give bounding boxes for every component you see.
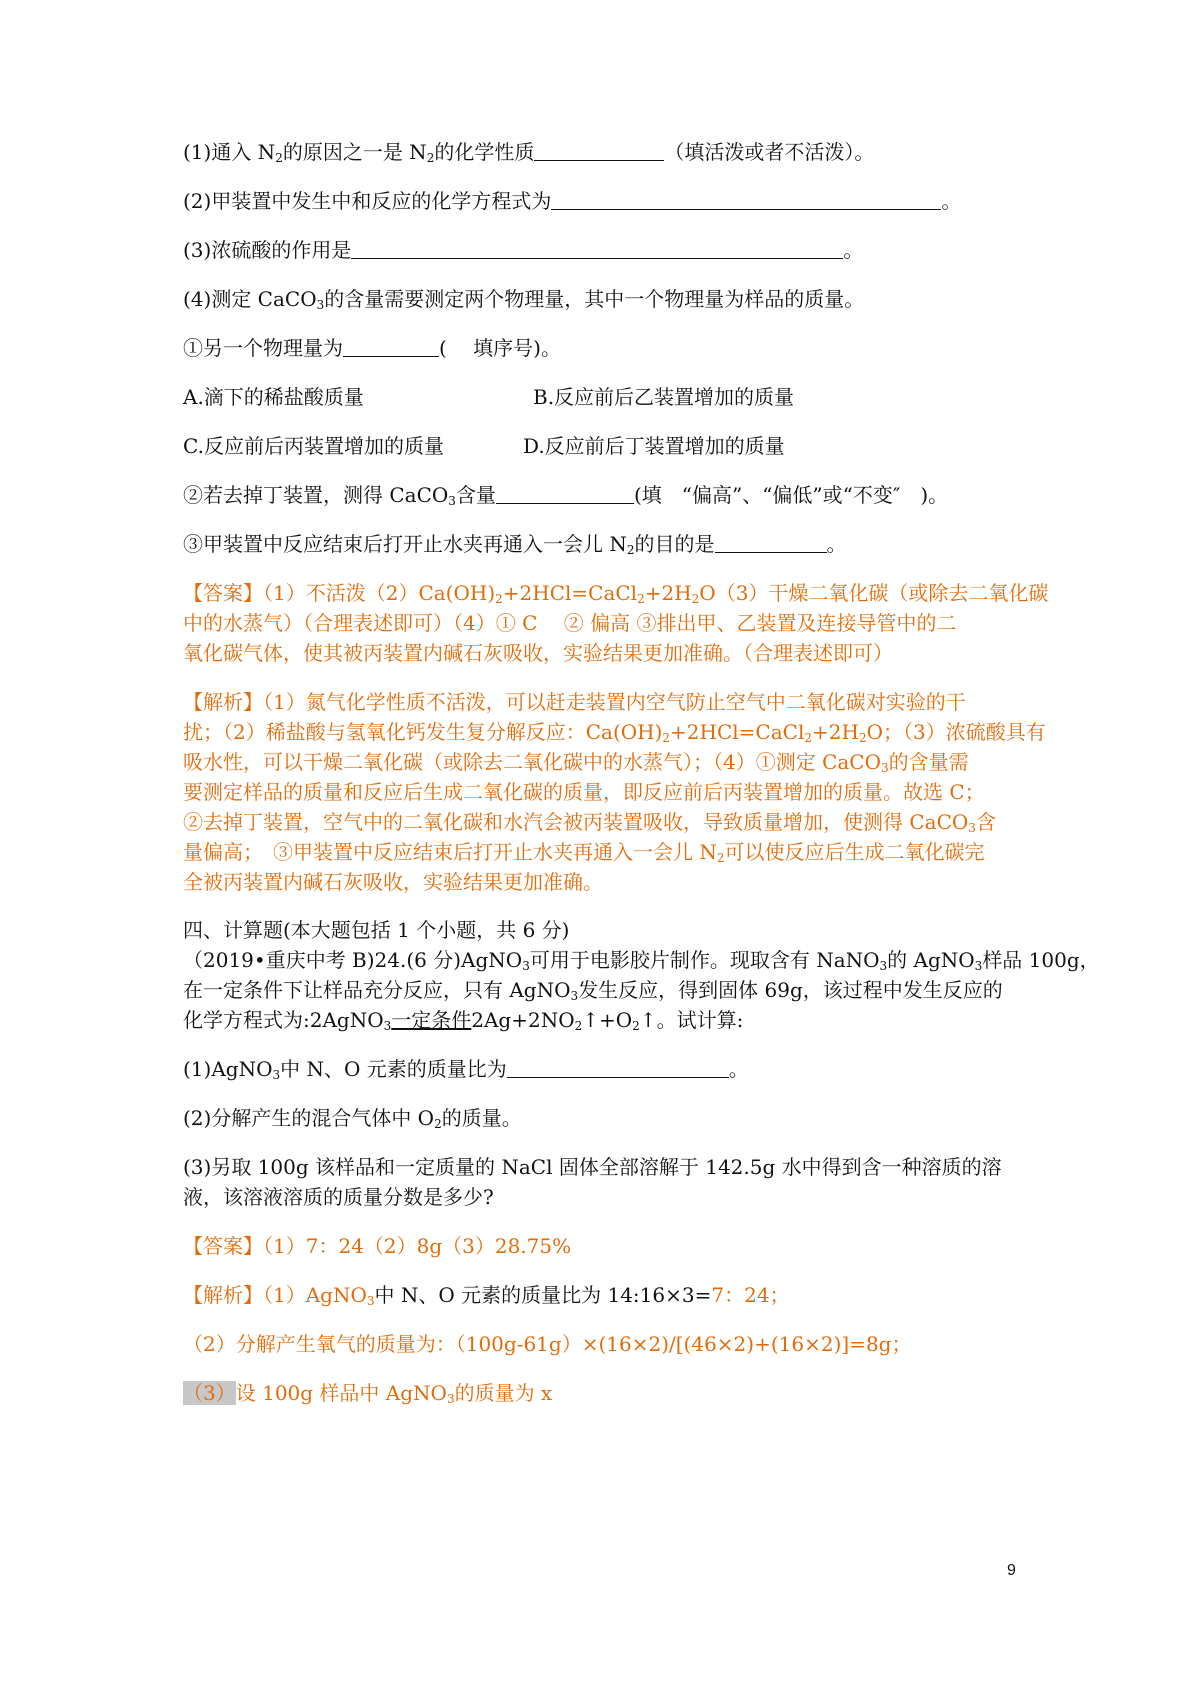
text: 的质量。 — [441, 1106, 522, 1130]
text: 中的水蒸气）（合理表述即可）（4）① C ② 偏高 ③排出甲、乙装置及连接导管中的二 — [183, 611, 957, 635]
text: +2HCl=CaCl — [670, 720, 805, 744]
text: （2）分解产生氧气的质量为：（100g-61g）×(16×2)/[(46×2)+(16×2)]=8g； — [183, 1332, 912, 1356]
answer-tag: 【答案】 — [183, 581, 263, 605]
text: 吸水性，可以干燥二氧化碳（或除去二氧化碳中的水蒸气）；（4）①测定 CaCO — [183, 750, 882, 774]
calc-question-1 — [183, 1053, 1043, 1085]
text: 样品 100g， — [982, 948, 1100, 972]
text: 。 — [826, 532, 847, 556]
option-a: A.滴下的稀盐酸质量 — [183, 385, 364, 409]
analysis-1-line-3 — [183, 746, 1043, 778]
sub-question-3 — [183, 528, 1043, 560]
text: (1)AgNO — [183, 1057, 273, 1081]
text: +2HCl=CaCl — [502, 581, 638, 605]
analysis-1-line-4 — [183, 776, 1043, 808]
subscript: 3 — [316, 298, 325, 312]
text: (2)甲装置中发生中和反应的化学方程式为 — [183, 189, 552, 213]
text: (3)另取 100g 该样品和一定质量的 NaCl 固体全部溶解于 142.5g 水中得到含一种溶质的溶 — [183, 1155, 1002, 1179]
analysis-1-line-7 — [183, 866, 1043, 898]
subscript: 3 — [366, 1294, 375, 1308]
subscript: 2 — [434, 1117, 442, 1131]
answer-blank[interactable] — [351, 240, 843, 259]
subscript: 3 — [570, 989, 579, 1003]
text: ①另一个物理量为 — [183, 336, 343, 360]
answer-blank[interactable] — [496, 485, 634, 504]
text: （1）氮气化学性质不活泼，可以赶走装置内空气防止空气中二氧化碳对实验的干 — [263, 690, 966, 714]
text: 中 N、O 元素的质量比为 — [280, 1057, 507, 1081]
question-4 — [183, 283, 1043, 315]
text: 的含量需要测定两个物理量，其中一个物理量为样品的质量。 — [324, 287, 865, 311]
subscript: 3 — [272, 1068, 281, 1082]
option-d: D.反应前后丁装置增加的质量 — [523, 434, 785, 458]
text: 扰；（2）稀盐酸与氢氧化钙发生复分解反应：Ca(OH) — [183, 720, 663, 744]
text: ↑。试计算: — [639, 1008, 744, 1032]
problem-line-2 — [183, 974, 1043, 1006]
text: 的原因之一是 N — [282, 140, 427, 164]
reaction-condition: 一定条件 — [391, 1008, 472, 1032]
text: 7：24； — [711, 1283, 790, 1307]
text: 设 100g 样品中 AgNO — [235, 1381, 447, 1405]
option-b: B.反应前后乙装置增加的质量 — [533, 385, 795, 409]
subscript: 2 — [626, 543, 635, 557]
text: 四、计算题(本大题包括 1 个小题，共 6 分) — [183, 918, 570, 942]
answer-2 — [183, 1230, 1043, 1262]
sub-question-2 — [183, 479, 1043, 511]
question-3 — [183, 234, 1043, 266]
text: +2H — [812, 720, 859, 744]
text: (4)测定 CaCO — [183, 287, 317, 311]
text: (1)通入 N — [183, 140, 276, 164]
subscript: 2 — [858, 731, 867, 745]
calc-question-3-line-2 — [183, 1181, 1043, 1213]
subscript: 3 — [448, 494, 456, 508]
problem-line-1 — [183, 944, 1100, 976]
option-c: C.反应前后丙装置增加的质量 — [183, 434, 444, 458]
text: （1）不活泼（2）Ca(OH) — [263, 581, 496, 605]
subscript: 2 — [716, 851, 725, 865]
analysis-2-line-1 — [183, 1279, 1043, 1311]
subscript: 2 — [632, 1019, 640, 1033]
subscript: 2 — [662, 731, 671, 745]
text: 可以使反应后生成二氧化碳完 — [724, 840, 985, 864]
text: 。 — [843, 238, 864, 262]
analysis-tag: 【解析】 — [183, 1283, 263, 1307]
page-number: 9 — [1007, 1562, 1016, 1579]
text: 。 — [728, 1057, 749, 1081]
option-row-1 — [183, 381, 1043, 413]
text: (3)浓硫酸的作用是 — [183, 238, 352, 262]
subscript: 2 — [804, 731, 812, 745]
text: 全被丙装置内碱石灰吸收，实验结果更加准确。 — [183, 870, 603, 894]
subscript: 3 — [522, 959, 530, 973]
analysis-2-line-3 — [183, 1377, 1043, 1409]
subscript: 2 — [495, 592, 503, 606]
text: 量偏高； ③甲装置中反应结束后打开止水夹再通入一会儿 N — [183, 840, 717, 864]
subscript: 3 — [446, 1392, 455, 1406]
subscript: 3 — [974, 959, 983, 973]
analysis-2-line-2 — [183, 1328, 1043, 1360]
text: (填 “偏高”、“偏低”或“不变″ )。 — [633, 483, 949, 507]
analysis-1-line-1 — [183, 686, 1043, 718]
subscript: 3 — [881, 761, 889, 775]
text: 含量 — [455, 483, 496, 507]
sub-question-1 — [183, 332, 1043, 364]
text: 的目的是 — [634, 532, 715, 556]
text: +2H — [644, 581, 692, 605]
text: ( 填序号)。 — [439, 336, 561, 360]
subscript: 3 — [968, 821, 976, 835]
answer-1-line-2 — [183, 607, 1043, 639]
answer-blank[interactable] — [343, 338, 439, 357]
calc-question-3-line-1 — [183, 1151, 1043, 1183]
option-row-2 — [183, 430, 1043, 462]
text: 化学方程式为:2AgNO — [183, 1008, 384, 1032]
text: O；（3）浓硫酸具有 — [866, 720, 1046, 744]
problem-line-3 — [183, 1004, 1043, 1036]
text: （1）AgNO — [263, 1283, 367, 1307]
answer-blank[interactable] — [715, 534, 827, 553]
text: 在一定条件下让样品充分反应，只有 AgNO — [183, 978, 571, 1002]
text: 的质量为 x — [454, 1381, 553, 1405]
section-heading — [183, 914, 1043, 946]
text: 。 — [941, 189, 962, 213]
text: 中 N、O 元素的质量比为 14:16×3= — [374, 1283, 712, 1307]
text: 的化学性质 — [434, 140, 535, 164]
text: 2Ag+2NO — [471, 1008, 575, 1032]
analysis-1-line-6 — [183, 836, 1043, 868]
answer-tag: 【答案】 — [183, 1234, 263, 1258]
answer-blank[interactable] — [507, 1059, 729, 1078]
analysis-1-line-5 — [183, 806, 1043, 838]
question-1 — [183, 136, 1043, 168]
subscript: 2 — [426, 151, 435, 165]
subscript: 2 — [691, 592, 700, 606]
text: 的 AgNO — [887, 948, 975, 972]
question-2 — [183, 185, 1043, 217]
answer-1-line-1 — [183, 577, 1049, 609]
text: （1）7：24（2）8g（3）28.75% — [263, 1234, 572, 1258]
subscript: 2 — [275, 151, 283, 165]
highlighted-text: （3） — [183, 1381, 236, 1405]
answer-blank[interactable] — [551, 191, 941, 210]
text: 可用于电影胶片制作。现取含有 NaNO — [529, 948, 880, 972]
text: （2019•重庆中考 B)24.(6 分)AgNO — [183, 948, 523, 972]
calc-question-2 — [183, 1102, 1043, 1134]
text: O（3）干燥二氧化碳（或除去二氧化碳 — [699, 581, 1049, 605]
subscript: 2 — [574, 1019, 583, 1033]
answer-1-line-3 — [183, 637, 1043, 669]
answer-blank[interactable] — [534, 142, 664, 161]
text: 要测定样品的质量和反应后生成二氧化碳的质量，即反应前后丙装置增加的质量。故选 C； — [183, 780, 985, 804]
text: 发生反应，得到固体 69g，该过程中发生反应的 — [578, 978, 1003, 1002]
text: ②去掉丁装置，空气中的二氧化碳和水汽会被丙装置吸收，导致质量增加，使测得 CaCO — [183, 810, 969, 834]
analysis-tag: 【解析】 — [183, 690, 263, 714]
text: 含 — [975, 810, 996, 834]
text: (2)分解产生的混合气体中 O — [183, 1106, 435, 1130]
text: 液，该溶液溶质的质量分数是多少? — [183, 1185, 494, 1209]
text: ↑+O — [582, 1008, 633, 1032]
text: ③甲装置中反应结束后打开止水夹再通入一会儿 N — [183, 532, 627, 556]
text: 氧化碳气体，使其被丙装置内碱石灰吸收，实验结果更加准确。（合理表述即可） — [183, 641, 893, 665]
subscript: 2 — [637, 592, 645, 606]
text: ②若去掉丁装置，测得 CaCO — [183, 483, 449, 507]
subscript: 3 — [383, 1019, 392, 1033]
text: （填活泼或者不活泼）。 — [664, 140, 875, 164]
analysis-1-line-2 — [183, 716, 1046, 748]
subscript: 3 — [879, 959, 888, 973]
text: 的含量需 — [888, 750, 969, 774]
